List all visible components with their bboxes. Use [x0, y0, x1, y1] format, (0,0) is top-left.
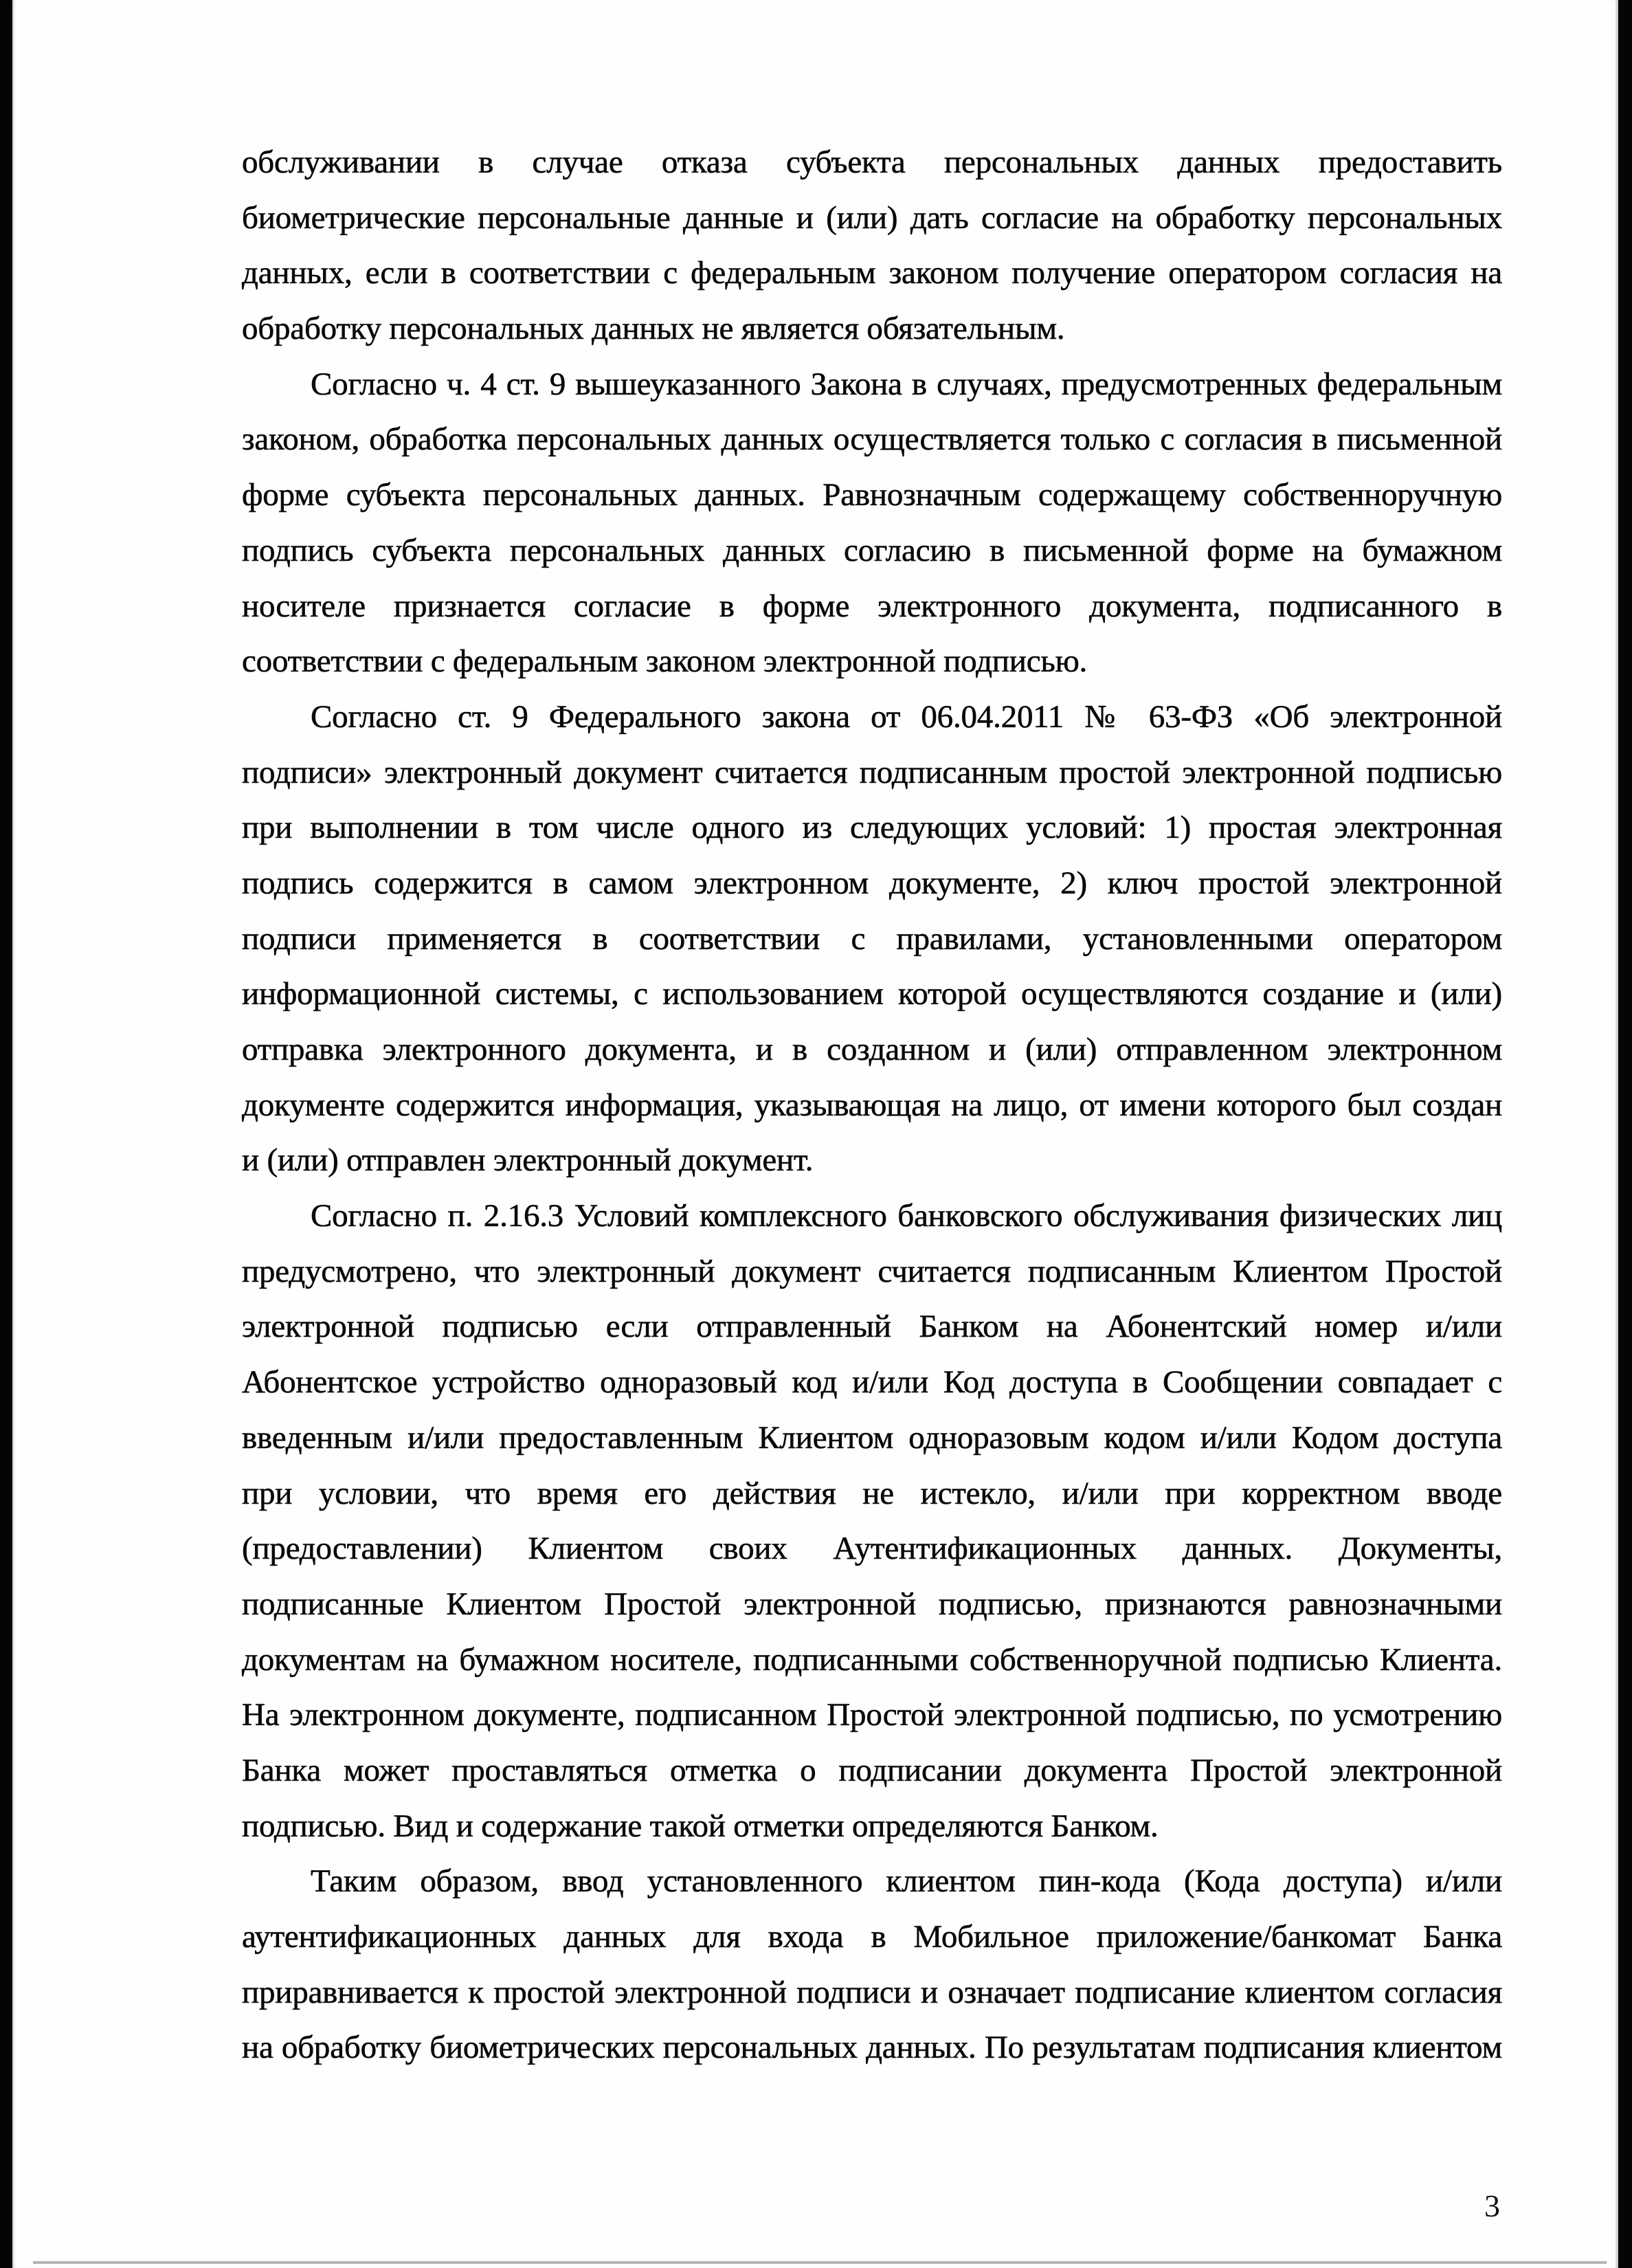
text-line: документам на бумажном носителе, подписанными собственноручной подписью Клиента.	[242, 1641, 1502, 1678]
text-line: подпись содержится в самом электронном документе, 2) ключ простой электронной	[242, 865, 1502, 901]
document-body	[242, 135, 1502, 2076]
text-line: на обработку биометрических персональных данных. По результатам подписания клиентом	[242, 2030, 1502, 2066]
text-line: отправка электронного документа, и в созданном и (или) отправленном электронном	[242, 1032, 1502, 1067]
scan-right-border	[1618, 0, 1632, 2268]
page-number: 3	[1484, 2188, 1500, 2223]
text-line: подписи применяется в соответствии с правилами, установленными оператором	[242, 920, 1502, 957]
paragraph	[242, 357, 1502, 689]
text-line: законом, обработка персональных данных осуществляется только с согласия в письменной	[242, 421, 1502, 458]
paragraph	[242, 689, 1502, 1188]
text-line: На электронном документе, подписанном Простой электронной подписью, по усмотрению	[242, 1697, 1502, 1733]
text-line: биометрические персональные данные и (или) дать согласие на обработку персональных	[242, 199, 1502, 236]
page-bottom-edge	[33, 2261, 1607, 2264]
text-line: Согласно ст. 9 Федерального закона от 06.04.2011 № 63-ФЗ «Об электронной	[311, 698, 1502, 735]
text-line: при условии, что время его действия не истекло, и/или при корректном вводе	[242, 1475, 1502, 1511]
text-line: Согласно п. 2.16.3 Условий комплексного банковского обслуживания физических лиц	[311, 1198, 1502, 1234]
paragraph	[242, 135, 1502, 357]
text-line: Таким образом, ввод установленного клиентом пин-кода (Кода доступа) и/или	[311, 1863, 1502, 1900]
text-line: документе содержится информация, указывающая на лицо, от имени которого был создан	[242, 1087, 1502, 1123]
scan-left-border	[0, 0, 12, 2268]
text-line: и (или) отправлен электронный документ.	[242, 1142, 814, 1179]
text-line: соответствии с федеральным законом электронной подписью.	[242, 643, 1088, 680]
text-line: Банка может проставляться отметка о подписании документа Простой электронной	[242, 1752, 1502, 1788]
text-line: носителе признается согласие в форме электронного документа, подписанного в	[242, 588, 1502, 624]
text-line: аутентификационных данных для входа в Мобильное приложение/банкомат Банка	[242, 1919, 1502, 1955]
paragraph	[242, 1188, 1502, 1854]
text-line: обслуживании в случае отказа субъекта персональных данных предоставить	[242, 144, 1502, 180]
text-line: (предоставлении) Клиентом своих Аутентификационных данных. Документы,	[242, 1531, 1502, 1567]
text-line: приравнивается к простой электронной подписи и означает подписание клиентом согласия	[242, 1974, 1502, 2010]
text-line: подписи» электронный документ считается подписанным простой электронной подписью	[242, 754, 1502, 790]
text-line: подпись субъекта персональных данных согласию в письменной форме на бумажном	[242, 532, 1502, 568]
text-line: Абонентское устройство одноразовый код и/или Код доступа в Сообщении совпадает с	[242, 1364, 1502, 1401]
text-line: подписанные Клиентом Простой электронной подписью, признаются равнозначными	[242, 1586, 1502, 1622]
text-line: электронной подписью если отправленный Банком на Абонентский номер и/или	[242, 1309, 1502, 1345]
text-line: обработку персональных данных не является обязательным.	[242, 311, 1065, 347]
text-line: Согласно ч. 4 ст. 9 вышеуказанного Закона в случаях, предусмотренных федеральным	[311, 366, 1502, 402]
text-line: информационной системы, с использованием которой осуществляются создание и (или)	[242, 976, 1502, 1012]
text-line: введенным и/или предоставленным Клиентом одноразовым кодом и/или Кодом доступа	[242, 1419, 1502, 1456]
paragraph	[242, 1854, 1502, 2076]
text-line: предусмотрено, что электронный документ считается подписанным Клиентом Простой	[242, 1253, 1502, 1289]
text-line: подписью. Вид и содержание такой отметки определяются Банком.	[242, 1808, 1159, 1844]
text-line: форме субъекта персональных данных. Равнозначным содержащему собственноручную	[242, 477, 1502, 513]
text-line: при выполнении в том числе одного из следующих условий: 1) простая электронная	[242, 810, 1502, 846]
text-line: данных, если в соответствии с федеральным законом получение оператором согласия на	[242, 255, 1502, 291]
